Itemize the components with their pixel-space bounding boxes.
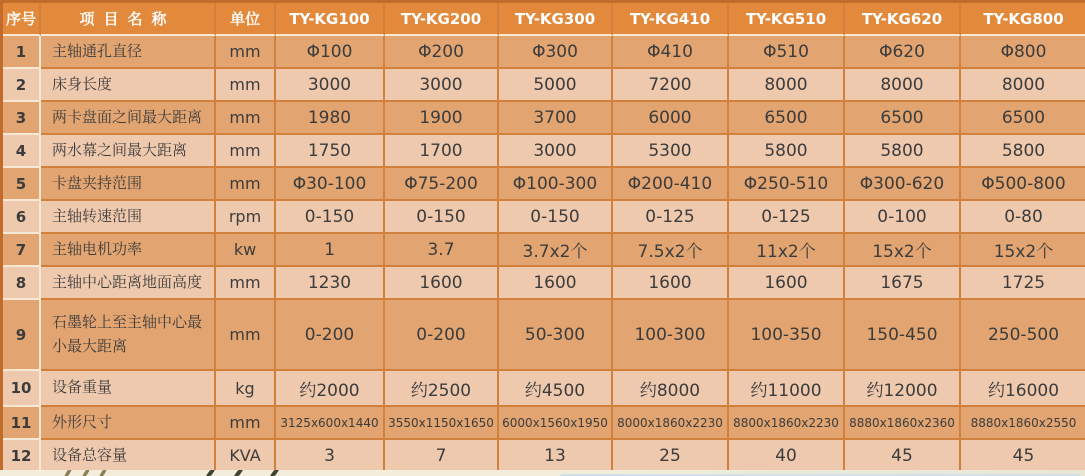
value-cell: 1600: [385, 267, 499, 300]
value-cell: 1980: [276, 102, 385, 135]
value-cell: 3125x600x1440: [276, 407, 385, 440]
table-row: [3, 440, 1085, 473]
value-cell: 约2000: [276, 371, 385, 407]
value-cell: 5800: [845, 135, 961, 168]
header-cell-model-kg200: TY-KG200: [385, 3, 499, 36]
unit-cell: mm: [216, 407, 276, 440]
header-cell-index: 序号: [3, 3, 41, 36]
value-cell: 45: [961, 440, 1085, 473]
value-cell: 1600: [499, 267, 613, 300]
value-cell: 45: [845, 440, 961, 473]
row-index-cell: 2: [3, 69, 41, 102]
value-cell: 3000: [276, 69, 385, 102]
unit-cell: mm: [216, 300, 276, 371]
value-cell: 1900: [385, 102, 499, 135]
value-cell: Φ410: [613, 36, 729, 69]
value-cell: 6000x1560x1950: [499, 407, 613, 440]
unit-cell: mm: [216, 168, 276, 201]
table-row: [3, 300, 1085, 371]
header-cell-model-kg510: TY-KG510: [729, 3, 845, 36]
table-row: [3, 407, 1085, 440]
photo-fragment-mark: [82, 470, 89, 476]
item-name-cell: 主轴中心距离地面高度: [41, 267, 216, 300]
photo-fragment-mark: [206, 470, 215, 476]
table-row: [3, 69, 1085, 102]
photo-fragment-mark: [64, 470, 71, 476]
header-row: [3, 3, 1085, 36]
row-index-cell: 7: [3, 234, 41, 267]
value-cell: 50-300: [499, 300, 613, 371]
value-cell: 100-350: [729, 300, 845, 371]
row-index-cell: 10: [3, 371, 41, 407]
photo-fragment-mark: [234, 470, 243, 476]
value-cell: 0-150: [385, 201, 499, 234]
table-row: [3, 267, 1085, 300]
value-cell: 1675: [845, 267, 961, 300]
header-cell-model-kg410: TY-KG410: [613, 3, 729, 36]
value-cell: 1: [276, 234, 385, 267]
value-cell: 3000: [385, 69, 499, 102]
header-cell-model-kg100: TY-KG100: [276, 3, 385, 36]
value-cell: 13: [499, 440, 613, 473]
value-cell: 3550x1150x1650: [385, 407, 499, 440]
value-cell: 8000: [845, 69, 961, 102]
value-cell: 约4500: [499, 371, 613, 407]
value-cell: 3000: [499, 135, 613, 168]
item-name-cell: 主轴通孔直径: [41, 36, 216, 69]
value-cell: 250-500: [961, 300, 1085, 371]
value-cell: 8800x1860x2230: [729, 407, 845, 440]
unit-cell: mm: [216, 135, 276, 168]
value-cell: 1600: [613, 267, 729, 300]
row-index-cell: 1: [3, 36, 41, 69]
value-cell: 7.5x2个: [613, 234, 729, 267]
value-cell: Φ100: [276, 36, 385, 69]
value-cell: 5000: [499, 69, 613, 102]
value-cell: 0-200: [276, 300, 385, 371]
value-cell: Φ500-800: [961, 168, 1085, 201]
table-row: [3, 135, 1085, 168]
photo-edge-strip: [0, 470, 1085, 476]
header-cell-model-kg300: TY-KG300: [499, 3, 613, 36]
value-cell: 40: [729, 440, 845, 473]
value-cell: 8880x1860x2360: [845, 407, 961, 440]
value-cell: Φ300: [499, 36, 613, 69]
value-cell: 3700: [499, 102, 613, 135]
value-cell: 0-200: [385, 300, 499, 371]
unit-cell: mm: [216, 69, 276, 102]
value-cell: 约2500: [385, 371, 499, 407]
value-cell: Φ300-620: [845, 168, 961, 201]
value-cell: 150-450: [845, 300, 961, 371]
unit-cell: mm: [216, 102, 276, 135]
item-name-cell: 设备总容量: [41, 440, 216, 473]
row-index-cell: 6: [3, 201, 41, 234]
item-name-cell: 两卡盘面之间最大距离: [41, 102, 216, 135]
value-cell: 1600: [729, 267, 845, 300]
value-cell: 0-125: [729, 201, 845, 234]
value-cell: 7: [385, 440, 499, 473]
unit-cell: mm: [216, 36, 276, 69]
value-cell: 1230: [276, 267, 385, 300]
value-cell: 5800: [961, 135, 1085, 168]
table-row: [3, 36, 1085, 69]
header-cell-model-kg620: TY-KG620: [845, 3, 961, 36]
value-cell: 约11000: [729, 371, 845, 407]
table-row: [3, 234, 1085, 267]
value-cell: 0-125: [613, 201, 729, 234]
item-name-cell: 设备重量: [41, 371, 216, 407]
value-cell: 15x2个: [845, 234, 961, 267]
value-cell: 6500: [729, 102, 845, 135]
value-cell: 0-150: [499, 201, 613, 234]
value-cell: 约16000: [961, 371, 1085, 407]
value-cell: 6500: [961, 102, 1085, 135]
row-index-cell: 8: [3, 267, 41, 300]
value-cell: 1750: [276, 135, 385, 168]
item-name-cell: 主轴电机功率: [41, 234, 216, 267]
unit-cell: mm: [216, 267, 276, 300]
value-cell: 8000: [961, 69, 1085, 102]
value-cell: 1700: [385, 135, 499, 168]
row-index-cell: 12: [3, 440, 41, 473]
value-cell: 5800: [729, 135, 845, 168]
item-name-cell: 外形尺寸: [41, 407, 216, 440]
header-cell-item-name: 项目名称: [41, 3, 216, 36]
row-index-cell: 11: [3, 407, 41, 440]
row-index-cell: 9: [3, 300, 41, 371]
value-cell: 6000: [613, 102, 729, 135]
value-cell: Φ75-200: [385, 168, 499, 201]
value-cell: 3: [276, 440, 385, 473]
item-name-cell: 主轴转速范围: [41, 201, 216, 234]
value-cell: 3.7: [385, 234, 499, 267]
table-row: [3, 102, 1085, 135]
item-name-cell: 卡盘夹持范围: [41, 168, 216, 201]
header-cell-model-kg800: TY-KG800: [961, 3, 1085, 36]
value-cell: 0-150: [276, 201, 385, 234]
value-cell: Φ510: [729, 36, 845, 69]
value-cell: 100-300: [613, 300, 729, 371]
table-row: [3, 201, 1085, 234]
row-index-cell: 5: [3, 168, 41, 201]
row-index-cell: 4: [3, 135, 41, 168]
value-cell: 约8000: [613, 371, 729, 407]
value-cell: Φ800: [961, 36, 1085, 69]
row-index-cell: 3: [3, 102, 41, 135]
value-cell: Φ250-510: [729, 168, 845, 201]
value-cell: 3.7x2个: [499, 234, 613, 267]
value-cell: 15x2个: [961, 234, 1085, 267]
photo-fragment-mark: [270, 470, 279, 476]
value-cell: 0-100: [845, 201, 961, 234]
table-row: [3, 168, 1085, 201]
photo-fragment-mark: [99, 470, 106, 476]
value-cell: 0-80: [961, 201, 1085, 234]
value-cell: 8880x1860x2550: [961, 407, 1085, 440]
value-cell: 约12000: [845, 371, 961, 407]
value-cell: Φ30-100: [276, 168, 385, 201]
unit-cell: kg: [216, 371, 276, 407]
value-cell: 6500: [845, 102, 961, 135]
value-cell: Φ620: [845, 36, 961, 69]
value-cell: 1725: [961, 267, 1085, 300]
header-cell-unit: 单位: [216, 3, 276, 36]
item-name-cell: 两水幕之间最大距离: [41, 135, 216, 168]
value-cell: 8000: [729, 69, 845, 102]
value-cell: 11x2个: [729, 234, 845, 267]
value-cell: 8000x1860x2230: [613, 407, 729, 440]
item-name-cell: 石墨轮上至主轴中心最小最大距离: [41, 300, 216, 371]
value-cell: Φ100-300: [499, 168, 613, 201]
table-row: [3, 371, 1085, 407]
value-cell: 7200: [613, 69, 729, 102]
unit-cell: kw: [216, 234, 276, 267]
value-cell: 25: [613, 440, 729, 473]
value-cell: Φ200: [385, 36, 499, 69]
value-cell: 5300: [613, 135, 729, 168]
unit-cell: KVA: [216, 440, 276, 473]
value-cell: Φ200-410: [613, 168, 729, 201]
item-name-cell: 床身长度: [41, 69, 216, 102]
unit-cell: rpm: [216, 201, 276, 234]
